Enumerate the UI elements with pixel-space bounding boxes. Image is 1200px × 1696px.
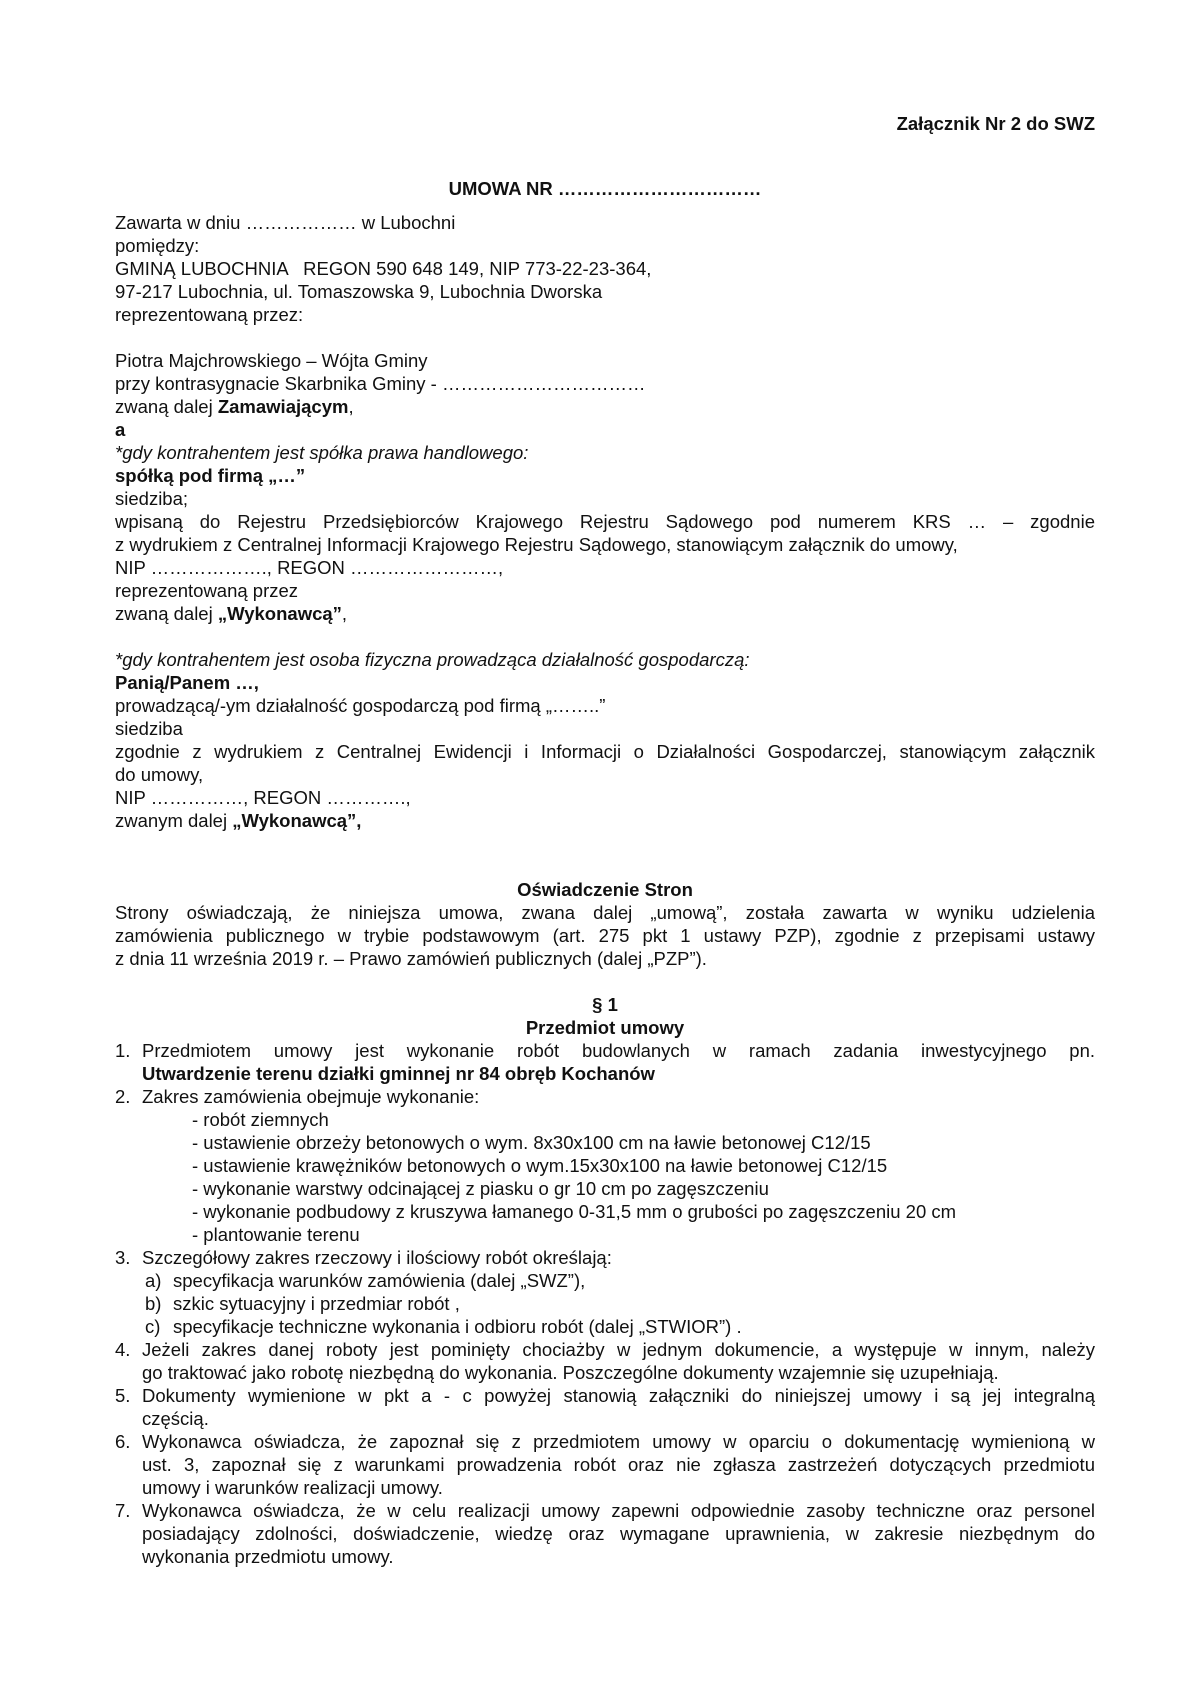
company-represented: reprezentowaną przez bbox=[115, 580, 299, 601]
documents-sublist bbox=[115, 1269, 1095, 1338]
item-number: 1. bbox=[115, 1040, 131, 1061]
statement-heading: Oświadczenie Stron bbox=[517, 879, 693, 900]
letter-item: a) specyfikacja warunków zamówienia (dalej „SWZ”), bbox=[145, 1270, 586, 1291]
countersignature-line: przy kontrasygnacie Skarbnika Gminy - …………………………… bbox=[115, 373, 646, 394]
scope-subitem: - ustawienie krawężników betonowych o wym.15x30x100 na ławie betonowej C12/15 bbox=[192, 1155, 888, 1176]
address-line: 97-217 Lubochnia, ul. Tomaszowska 9, Lubochnia Dworska bbox=[115, 281, 603, 302]
person-registry-line-2: do umowy, bbox=[115, 764, 204, 785]
item-text: Wykonawca oświadcza, że zapoznał się z przedmiotem umowy w oparciu o dokumentację wymienioną w bbox=[142, 1431, 1095, 1452]
attachment-label: Załącznik Nr 2 do SWZ bbox=[896, 113, 1095, 134]
person-business: prowadzącą/-ym działalność gospodarczą pod firmą „……..” bbox=[115, 695, 606, 716]
concluded-line: Zawarta w dniu ……………… w Lubochni bbox=[115, 212, 456, 233]
person-note: *gdy kontrahentem jest osoba fizyczna prowadząca działalność gospodarczą: bbox=[115, 649, 750, 670]
item-text: posiadający zdolności, doświadczenie, wiedzę oraz wymagane uprawnienia, w zakresie niezbędnym do bbox=[142, 1523, 1095, 1544]
list-item bbox=[115, 1039, 1095, 1085]
company-ids: NIP ………………., REGON ……………………, bbox=[115, 557, 504, 578]
statement-line: Strony oświadczają, że niniejsza umowa, zwana dalej „umową”, została zawarta w wyniku udzielenia bbox=[115, 902, 1095, 923]
scope-subitem: - plantowanie terenu bbox=[192, 1224, 360, 1245]
person-name: Panią/Panem …, bbox=[115, 672, 259, 693]
item-text: Zakres zamówienia obejmuje wykonanie: bbox=[142, 1086, 480, 1107]
item-number: 4. bbox=[115, 1339, 131, 1360]
list-item bbox=[115, 1384, 1095, 1430]
section-1 bbox=[115, 993, 1095, 1568]
parties-intro bbox=[115, 211, 1095, 441]
letter-item: c) specyfikacje techniczne wykonania i odbioru robót (dalej „STWIOR”) . bbox=[145, 1316, 742, 1337]
mayor-line: Piotra Majchrowskiego – Wójta Gminy bbox=[115, 350, 428, 371]
company-registry-line: wpisaną do Rejestru Przedsiębiorców Krajowego Rejestru Sądowego pod numerem KRS … – zgodnie bbox=[115, 511, 1095, 532]
between-line: pomiędzy: bbox=[115, 235, 200, 256]
statement-line: z dnia 11 września 2019 r. – Prawo zamówień publicznych (dalej „PZP”). bbox=[115, 948, 707, 969]
scope-subitem: - robót ziemnych bbox=[192, 1109, 329, 1130]
item-number: 3. bbox=[115, 1247, 131, 1268]
item-text: wykonania przedmiotu umowy. bbox=[142, 1546, 394, 1567]
document-page bbox=[115, 0, 1095, 1568]
item-number: 6. bbox=[115, 1431, 131, 1452]
section-title: Przedmiot umowy bbox=[525, 1017, 685, 1038]
person-called-line: zwanym dalej „Wykonawcą”, bbox=[115, 810, 362, 831]
item-text: Jeżeli zakres danej roboty jest pominięty chociażby w jednym dokumencie, a występuje w innym, należy bbox=[142, 1339, 1095, 1360]
letter-item: b) szkic sytuacyjny i przedmiar robót , bbox=[145, 1293, 460, 1314]
item-text: umowy i warunków realizacji umowy. bbox=[142, 1477, 443, 1498]
contract-title: UMOWA NR …………………………… bbox=[448, 178, 762, 199]
person-variant bbox=[115, 648, 1095, 832]
company-note: *gdy kontrahentem jest spółka prawa handlowego: bbox=[115, 442, 529, 463]
and-line: a bbox=[115, 419, 126, 440]
company-seat: siedziba; bbox=[115, 488, 189, 509]
statement-section bbox=[115, 878, 1095, 970]
list-item bbox=[115, 1246, 1095, 1338]
municipality-line: GMINĄ LUBOCHNIA REGON 590 648 149, NIP 773-22-23-364, bbox=[115, 258, 652, 279]
item-text: Przedmiotem umowy jest wykonanie robót budowlanych w ramach zadania inwestycyjnego pn. bbox=[142, 1040, 1095, 1061]
list-item bbox=[115, 1499, 1095, 1568]
section-number: § 1 bbox=[592, 994, 618, 1015]
item-text: Dokumenty wymienione w pkt a - c powyżej stanowią załączniki do niniejszej umowy i są jej integralną bbox=[142, 1385, 1095, 1406]
item-text: go traktować jako robotę niezbędną do wykonania. Poszczególne dokumenty wzajemnie się uzupełniają. bbox=[142, 1362, 999, 1383]
item-text: ust. 3, zapoznał się z warunkami prowadzenia robót oraz nie zgłasza zastrzeżeń dotyczących przedmiotu bbox=[142, 1454, 1095, 1475]
person-seat: siedziba bbox=[115, 718, 183, 739]
represented-by-line: reprezentowaną przez: bbox=[115, 304, 304, 325]
list-item bbox=[115, 1085, 1095, 1246]
employer-called-line: zwaną dalej Zamawiającym, bbox=[115, 396, 354, 417]
item-text: Szczegółowy zakres rzeczowy i ilościowy robót określają: bbox=[142, 1247, 612, 1268]
scope-subitem: - wykonanie podbudowy z kruszywa łamanego 0-31,5 mm o grubości po zagęszczeniu 20 cm bbox=[192, 1201, 957, 1222]
item-text: Wykonawca oświadcza, że w celu realizacji umowy zapewni odpowiednie zasoby techniczne oraz personel bbox=[142, 1500, 1095, 1521]
item-number: 2. bbox=[115, 1086, 131, 1107]
scope-subitem: - ustawienie obrzeży betonowych o wym. 8x30x100 cm na ławie betonowej C12/15 bbox=[192, 1132, 871, 1153]
section-1-list bbox=[115, 1039, 1095, 1568]
contractor-called-line: zwaną dalej „Wykonawcą”, bbox=[115, 603, 348, 624]
company-variant bbox=[115, 441, 1095, 625]
person-ids: NIP ……………, REGON …………., bbox=[115, 787, 411, 808]
list-item bbox=[115, 1430, 1095, 1499]
company-registry-line-2: z wydrukiem z Centralnej Informacji Krajowego Rejestru Sądowego, stanowiącym załącznik do umowy, bbox=[115, 534, 958, 555]
item-text: częścią. bbox=[142, 1408, 209, 1429]
person-registry-line: zgodnie z wydrukiem z Centralnej Ewidencji i Informacji o Działalności Gospodarczej, stanowiącym załącznik bbox=[115, 741, 1095, 762]
list-item bbox=[115, 1338, 1095, 1384]
item-number: 5. bbox=[115, 1385, 131, 1406]
item-number: 7. bbox=[115, 1500, 131, 1521]
statement-line: zamówienia publicznego w trybie podstawowym (art. 275 pkt 1 ustawy PZP), zgodnie z przepisami ustawy bbox=[115, 925, 1095, 946]
company-name: spółką pod firmą „…” bbox=[115, 465, 306, 486]
item-text: Utwardzenie terenu działki gminnej nr 84 obręb Kochanów bbox=[142, 1063, 655, 1084]
scope-subitem: - wykonanie warstwy odcinającej z piasku o gr 10 cm po zagęszczeniu bbox=[192, 1178, 769, 1199]
